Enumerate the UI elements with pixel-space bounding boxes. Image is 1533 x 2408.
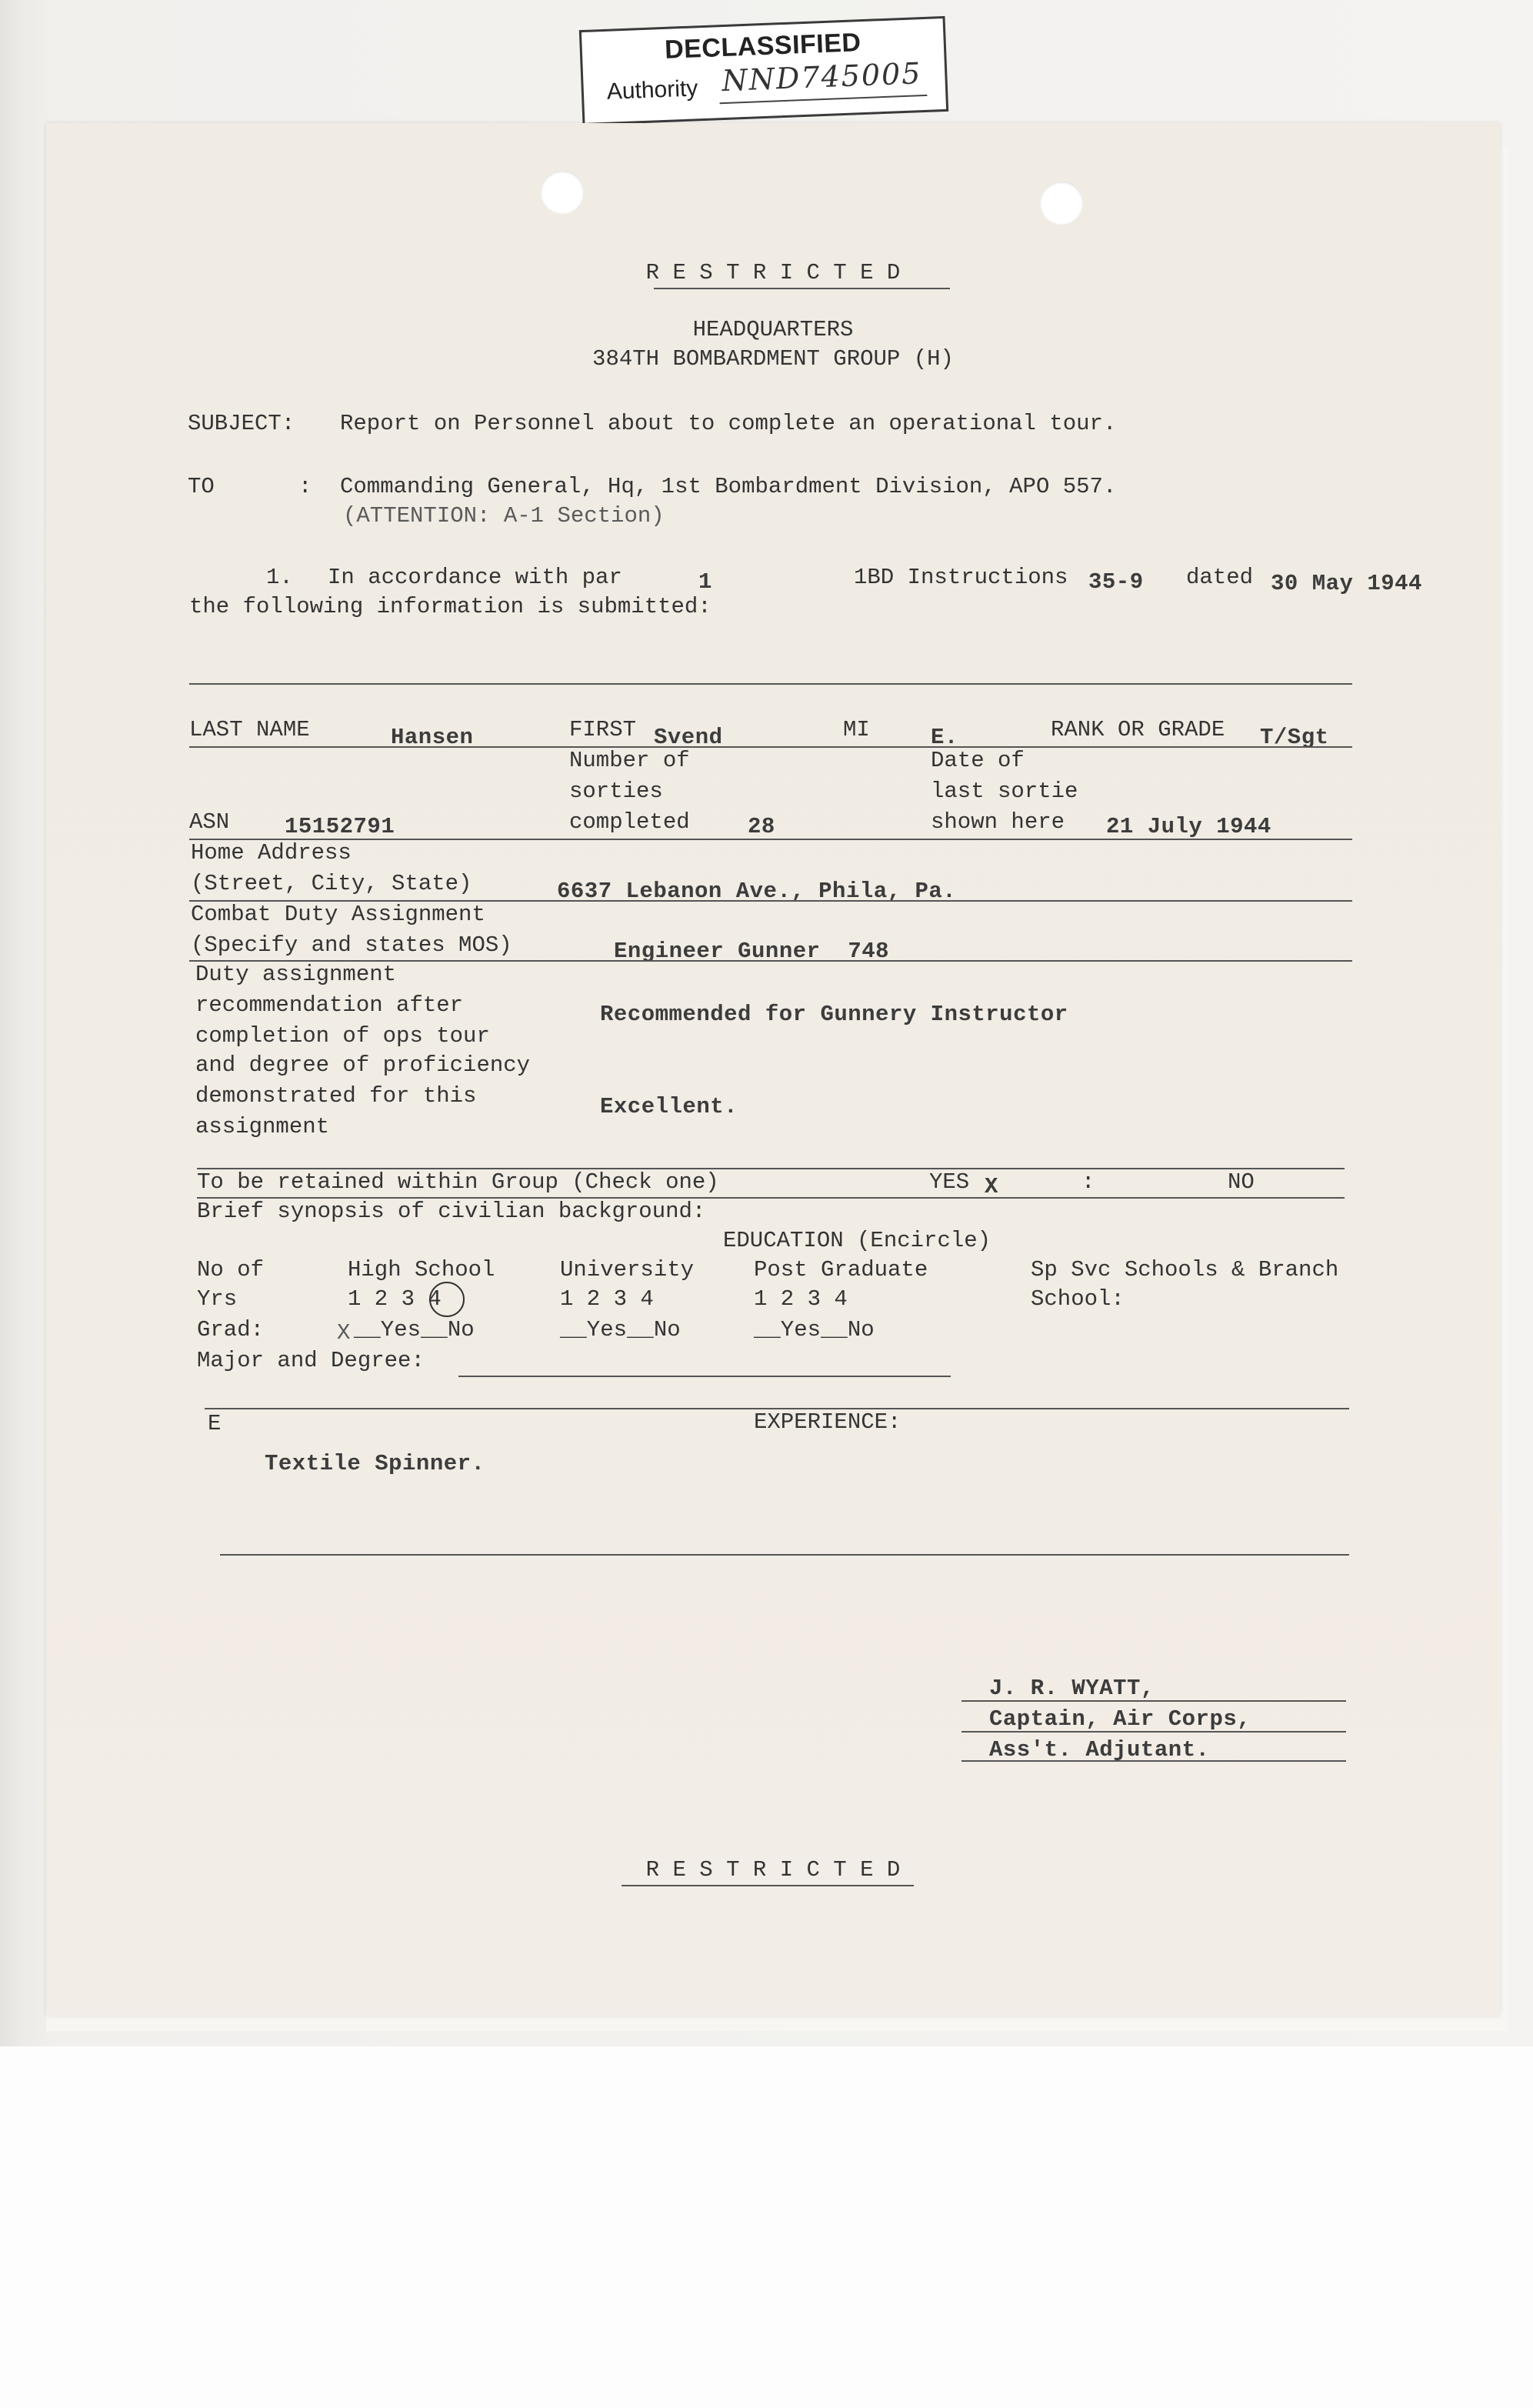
high-school-years: 1 2 3 4 [348,1286,442,1312]
duty-label-6: assignment [195,1114,330,1139]
mi-label: MI [843,717,870,742]
last-sortie-label-2: last sortie [931,779,1078,804]
sorties-label-2: sorties [569,779,663,804]
paragraph-par-value: 1 [698,569,712,595]
last-name-label: LAST NAME [189,717,310,742]
retain-no-label: NO [1228,1169,1255,1195]
classification-bottom-underline [622,1885,914,1886]
hq-line-1: HEADQUARTERS [692,317,854,342]
high-school-label: High School [348,1257,495,1282]
sp-svc-schools-label-2: School: [1031,1286,1125,1312]
experience-bottom-rule [220,1554,1349,1556]
combat-duty-label-2: (Specify and states MOS) [191,932,512,958]
to-colon: : [298,474,312,499]
education-label: EDUCATION (Encircle) [723,1228,991,1253]
sorties-value: 28 [748,814,775,839]
rank-value: T/Sgt [1260,725,1329,750]
post-graduate-years: 1 2 3 4 [754,1286,848,1312]
university-grad: __Yes__No [560,1317,681,1342]
major-degree-label: Major and Degree: [197,1348,425,1373]
last-sortie-label-3: shown here [931,809,1065,835]
retain-label: To be retained within Group (Check one) [197,1169,719,1195]
paragraph-text: In accordance with par [328,565,622,590]
duty-label-4: and degree of proficiency [195,1052,531,1078]
experience-label: EXPERIENCE: [754,1409,901,1435]
sorties-label-1: Number of [569,748,690,773]
post-graduate-label: Post Graduate [754,1257,928,1282]
signature-name: J. R. WYATT, [989,1676,1155,1701]
retain-yes-mark: X [985,1174,998,1199]
retain-colon: : [1081,1169,1095,1195]
document-page [46,123,1500,2016]
yrs-label: Yrs [197,1286,238,1312]
major-degree-line [458,1376,951,1377]
combat-duty-label-1: Combat Duty Assignment [191,902,485,927]
no-of-label: No of [197,1257,265,1282]
form-top-rule [189,683,1352,685]
home-address-label-2: (Street, City, State) [191,871,472,896]
duty-proficiency-value: Excellent. [600,1094,738,1119]
paragraph-number: 1. [266,565,293,590]
grad-label: Grad: [197,1317,265,1342]
stamp-authority-label: Authority [606,75,698,105]
last-sortie-label-1: Date of [931,748,1025,773]
e-label: E [208,1411,222,1436]
first-name-value: Svend [654,725,723,750]
high-school-grad-mark: X [337,1320,351,1346]
hq-line-2: 384TH BOMBARDMENT GROUP (H) [592,346,954,372]
rank-label: RANK OR GRADE [1051,717,1225,742]
paragraph-line-2: the following information is submitted: [189,594,712,619]
classification-top-underline [654,288,950,289]
civilian-background-label: Brief synopsis of civilian background: [197,1199,706,1224]
sorties-label-3: completed [569,809,690,835]
paragraph-instructions: 1BD Instructions [854,565,1068,590]
retain-yes-label: YES [929,1169,970,1195]
last-name-value: Hansen [391,725,474,750]
paragraph-dated: dated [1186,565,1254,590]
duty-label-5: demonstrated for this [195,1083,477,1109]
declassified-stamp [579,16,948,125]
home-address-value: 6637 Lebanon Ave., Phila, Pa. [557,879,957,904]
asn-label: ASN [189,809,230,835]
name-row-rule [189,746,1352,748]
high-school-grad: __Yes__No [354,1317,475,1342]
to-label: TO [188,474,215,499]
to-attention: (ATTENTION: A-1 Section) [343,503,665,529]
home-address-label-1: Home Address [191,840,352,865]
university-label: University [560,1257,695,1282]
paragraph-date-value: 30 May 1944 [1271,571,1422,596]
duty-label-3: completion of ops tour [195,1023,490,1049]
duty-recommendation-value: Recommended for Gunnery Instructor [600,1002,1068,1027]
asn-row-rule [189,839,1352,840]
signature-rule-2 [961,1731,1346,1733]
punch-hole-left [541,171,584,214]
subject-label: SUBJECT: [188,411,295,436]
university-years: 1 2 3 4 [560,1286,654,1312]
signature-rule-1 [961,1700,1346,1702]
last-sortie-value: 21 July 1944 [1106,814,1271,839]
duty-label-2: recommendation after [195,992,464,1018]
to-text: Commanding General, Hq, 1st Bombardment Division, APO 557. [340,474,1117,499]
asn-value: 15152791 [285,814,395,839]
signature-position: Ass't. Adjutant. [989,1737,1210,1763]
experience-value: Textile Spinner. [265,1451,485,1476]
punch-hole-right [1040,182,1083,225]
stamp-title: DECLASSIFIED [664,28,862,65]
signature-rule-3 [961,1760,1346,1762]
subject-text: Report on Personnel about to complete an operational tour. [340,411,1117,436]
combat-duty-value: Engineer Gunner 748 [614,939,890,964]
classification-top: R E S T R I C T E D [645,260,901,285]
first-name-label: FIRST [569,717,637,742]
signature-title: Captain, Air Corps, [989,1706,1251,1732]
stamp-authority-number: NND745005 [721,56,923,98]
classification-bottom: R E S T R I C T E D [645,1857,901,1883]
post-graduate-grad: __Yes__No [754,1317,875,1342]
mi-value: E. [931,725,958,750]
high-school-circled-year [429,1282,465,1317]
duty-label-1: Duty assignment [195,962,397,987]
sp-svc-schools-label-1: Sp Svc Schools & Branch [1031,1257,1339,1282]
paragraph-instructions-value: 35-9 [1088,569,1144,595]
